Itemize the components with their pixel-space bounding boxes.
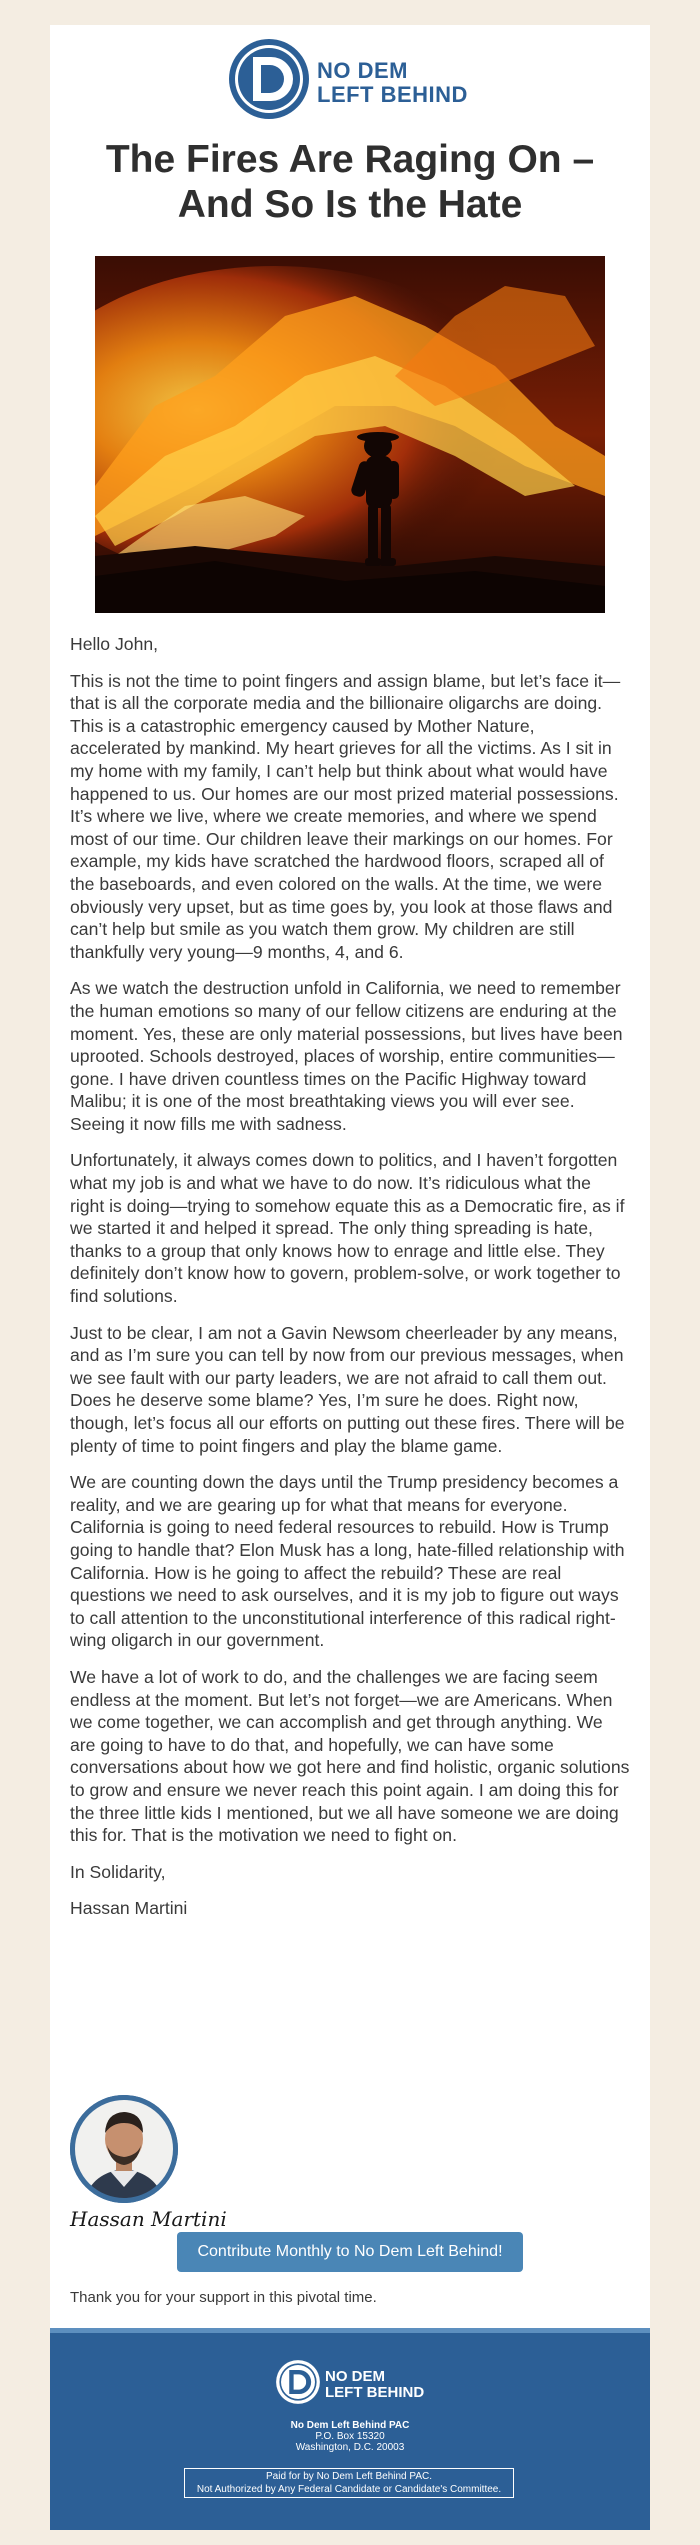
paragraph-2: As we watch the destruction unfold in California, we need to remember the human emotions so many of our fellow citizens are enduring at the moment. Yes, these are only material possessions, but lives have been uprooted. Schools destroyed, places of worship, entire communities—gone. I have driven countless times on the Pacific Highway toward Malibu; it is one of the most breathtaking views you will ever see. Seeing it now fills me with sadness. — [70, 978, 623, 1134]
paragraph-1: This is not the time to point fingers and assign blame, but let’s face it—that is all the corporate media and the billionaire oligarchs are doing. This is a catastrophic emergency caused by Mother Nature, accelerated by mankind. My heart grieves for all the victims. As I sit in my home with my family, I can’t help but think about what would have happened to us. Our homes are our most prized material possessions. It’s where we live, where we create memories, and where we spend most of our time. Our children leave their markings on our homes. For example, my kids have scratched the hardwood floors, scraped all of the baseboards, and even colored on the walls. At the time, we were obviously very upset, but as time goes by, you look at those flaws and can’t help but smile as you watch them grow. My children are still thankfully very young—9 months, 4, and 6. — [70, 670, 621, 962]
signature-block — [70, 2095, 230, 2235]
closing: In Solidarity, — [70, 1861, 166, 1882]
disclaimer-line-1: Paid for by No Dem Left Behind PAC. — [265, 2471, 432, 2482]
firefighter-wildfire-photo — [95, 256, 605, 613]
author-photo — [70, 2095, 178, 2203]
avatar — [70, 2095, 178, 2203]
article-body — [70, 633, 630, 1934]
footer-address-1: P.O. Box 15320 — [315, 2431, 385, 2442]
header-logo[interactable] — [227, 37, 487, 121]
handwritten-signature: Hassan Martini — [70, 2207, 227, 2231]
logo-text — [317, 59, 468, 107]
author-name: Hassan Martini — [70, 1898, 188, 1919]
paragraph-6: We have a lot of work to do, and the challenges we are facing seem endless at the moment. But let’s not forget—we are Americans. When we come together, we can accomplish and get through anything. We are going to have to do that, and hopefully, we can have some conversations about how we got here and find holistic, organic solutions to grow and ensure we never reach this point again. I am doing this for the three little kids I mentioned, but we all have someone we are doing this for. That is the motivation we need to fight on. — [70, 1666, 630, 1846]
disclaimer-box — [184, 2468, 514, 2498]
paragraph-5: We are counting down the days until the Trump presidency becomes a reality, and we are gearing up for what that means for everyone. California is going to need federal resources to rebuild. How is Trump going to handle that? Elon Musk has a long, hate-filled relationship with California. How is he going to affect the rebuild? These are real questions we need to ask ourselves, and it is my job to figure out ways to call attention to the unconstitutional interference of this radical right-wing oligarch in our government. — [70, 1472, 625, 1651]
disclaimer-line-2: Not Authorized by Any Federal Candidate or Candidate's Committee. — [196, 2484, 502, 2495]
footer-org: No Dem Left Behind PAC — [290, 2420, 410, 2431]
footer-address — [50, 2420, 650, 2453]
footer-logo-line1: NO DEM — [325, 2368, 385, 2385]
contribute-button[interactable]: Contribute Monthly to No Dem Left Behind! — [177, 2232, 523, 2272]
footer-logo[interactable] — [275, 2359, 425, 2411]
footer-logo-line2: LEFT BEHIND — [325, 2384, 425, 2401]
logo-line2: LEFT BEHIND — [317, 82, 468, 107]
paragraph-4: Just to be clear, I am not a Gavin Newsom cheerleader by any means, and as I’m sure you can tell by now from our previous messages, when we see fault with our party leaders, we are not afraid to call them out. Does he deserve some blame? Yes, I’m sure he does. Right now, though, let’s focus all our efforts on putting out these fires. There will be plenty of time to point fingers and play the blame game. — [70, 1322, 625, 1456]
article-title: The Fires Are Raging On – And So Is the Hate — [105, 138, 595, 226]
thanks-text: Thank you for your support in this pivotal time. — [70, 2289, 377, 2306]
logo-d-icon — [227, 37, 311, 121]
greeting: Hello John, — [70, 634, 159, 654]
footer-address-2: Washington, D.C. 20003 — [295, 2442, 405, 2453]
footer-logo-text — [325, 2369, 424, 2401]
footer-logo-d-icon — [275, 2359, 321, 2405]
logo-line1: NO DEM — [317, 58, 408, 83]
email-sheet — [50, 25, 650, 2525]
paragraph-3: Unfortunately, it always comes down to politics, and I haven’t forgotten what my job is and what we have to do now. It’s ridiculous what the right is doing—trying to somehow equate this as a Democratic fire, as if we started it and helped it spread. The only thing spreading is hate, thanks to a group that only knows how to enrage and little else. They definitely don’t know how to govern, problem-solve, or work together to find solutions. — [70, 1150, 625, 1307]
footer — [50, 2328, 650, 2530]
